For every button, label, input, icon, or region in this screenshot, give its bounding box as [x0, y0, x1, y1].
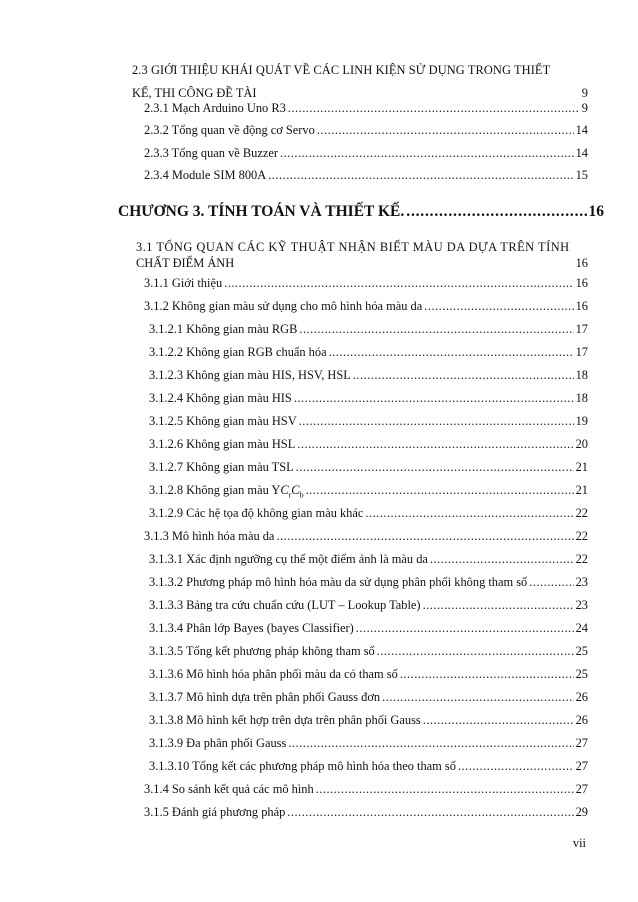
toc-page-number: 16 [575, 256, 588, 270]
toc-leader [280, 145, 574, 161]
toc-entry-title: 3.1.3.6 Mô hình hóa phân phối màu da có tham số [149, 667, 398, 681]
toc-page-number: 18 [575, 391, 588, 405]
toc-page-number: 23 [575, 575, 588, 589]
toc-entry-title: 3.1.1 Giới thiệu [144, 276, 223, 290]
toc-leader [299, 321, 573, 337]
toc-chapter-title: CHƯƠNG 3. TÍNH TOÁN VÀ THIẾT KẾ. [118, 203, 405, 220]
toc-leader [458, 758, 574, 774]
toc-entry[interactable] [149, 574, 588, 590]
toc-page-number: 14 [575, 146, 588, 160]
toc-entry[interactable] [149, 758, 588, 774]
toc-leader [316, 781, 574, 797]
toc-page-number: 9 [581, 86, 588, 100]
toc-entry-title: 3.1.2 Không gian màu sử dụng cho mô hình hóa màu da [144, 299, 423, 313]
toc-entry-title: 3.1.2.2 Không gian RGB chuẩn hóa [149, 345, 327, 359]
toc-page-number: 25 [575, 644, 588, 658]
math-subscript: r [288, 490, 292, 500]
toc-entry[interactable] [144, 122, 588, 138]
toc-entry-title: 3.1.3.3 Bảng tra cứu chuẩn cứu (LUT – Lookup Table) [149, 598, 421, 612]
toc-entry-title: 2.3.2 Tổng quan về động cơ Servo [144, 123, 315, 137]
toc-leader [276, 528, 573, 544]
toc-leader [268, 167, 573, 183]
toc-entry-title: 3.1.3.8 Mô hình kết hợp trên dựa trên phân phối Gauss [149, 713, 421, 727]
toc-entry[interactable] [144, 167, 588, 183]
toc-entry[interactable] [149, 689, 588, 705]
toc-entry[interactable] [144, 298, 588, 314]
toc-leader [424, 298, 573, 314]
toc-entry-title: 3.1.5 Đánh giá phương pháp [144, 805, 286, 819]
toc-entry-title: 3.1.2.6 Không gian màu HSL [149, 437, 296, 451]
toc-entry[interactable] [144, 804, 588, 820]
toc-page-number: 27 [575, 736, 588, 750]
toc-page-number: 22 [575, 552, 588, 566]
toc-entry-title: 3.1.3 Mô hình hóa màu da [144, 529, 275, 543]
toc-entry[interactable] [149, 413, 588, 429]
toc-entry[interactable] [149, 666, 588, 682]
toc-page-number: 16 [575, 299, 588, 313]
toc-entry-title: 3.1.2.4 Không gian màu HIS [149, 391, 292, 405]
toc-entry-title [149, 482, 304, 498]
toc-entry-title-prefix: 3.1.2.8 Không gian màu Y [149, 483, 281, 497]
toc-entry[interactable] [149, 367, 588, 383]
toc-page-number: 26 [575, 713, 588, 727]
toc-leader [423, 712, 574, 728]
toc-leader [430, 551, 574, 567]
toc-entry-title: 2.3.3 Tổng quan về Buzzer [144, 146, 278, 160]
toc-entry[interactable] [149, 436, 588, 452]
toc-entry-title: 3.1.3.7 Mô hình dựa trên phân phối Gauss đơn [149, 690, 381, 704]
toc-leader [296, 459, 574, 475]
toc-leader [400, 666, 574, 682]
toc-entry[interactable] [144, 100, 588, 116]
toc-leader [297, 436, 573, 452]
toc-leader [382, 689, 573, 705]
toc-leader [329, 344, 574, 360]
toc-page-number: 26 [575, 690, 588, 704]
toc-page-number: 20 [575, 437, 588, 451]
toc-page-number: 25 [575, 667, 588, 681]
toc-entry[interactable] [149, 735, 588, 751]
toc-leader [299, 413, 574, 429]
toc-page-number: 17 [575, 322, 588, 336]
toc-entry[interactable] [149, 482, 588, 498]
toc-entry[interactable] [149, 390, 588, 406]
toc-leader [224, 275, 573, 291]
toc-entry-title: 3.1.2.1 Không gian màu RGB [149, 322, 298, 336]
toc-leader [406, 202, 586, 222]
page-number-footer: vii [572, 836, 586, 850]
toc-entry-title: 3.1.3.2 Phương pháp mô hình hóa màu da sử dụng phân phối không tham số [149, 575, 528, 589]
toc-leader [377, 643, 574, 659]
toc-section-2-3-line2: KẾ, THI CÔNG ĐỀ TÀI [132, 86, 257, 100]
toc-page-number: 22 [575, 506, 588, 520]
toc-entry-title: 3.1.2.9 Các hệ tọa độ không gian màu khác [149, 506, 364, 520]
toc-entry[interactable] [149, 505, 588, 521]
toc-page-number: 27 [575, 782, 588, 796]
toc-entry[interactable] [144, 275, 588, 291]
toc-page-number: 17 [575, 345, 588, 359]
toc-leader [529, 574, 573, 590]
toc-leader [287, 804, 573, 820]
toc-leader [288, 735, 573, 751]
toc-page-number: 14 [575, 123, 588, 137]
toc-entry-title: 3.1.3.9 Đa phân phối Gauss [149, 736, 287, 750]
toc-entry[interactable] [149, 344, 588, 360]
toc-leader [306, 482, 574, 498]
toc-entry-title: 3.1.2.3 Không gian màu HIS, HSV, HSL [149, 368, 351, 382]
toc-entry[interactable] [144, 145, 588, 161]
toc-page-number: 19 [575, 414, 588, 428]
math-subscript: b [299, 490, 304, 500]
toc-entry[interactable] [149, 620, 588, 636]
toc-section-2-3-line1: 2.3 GIỚI THIỆU KHÁI QUÁT VỀ CÁC LINH KIỆN SỬ DỤNG TRONG THIẾT [132, 63, 551, 77]
toc-page-number: 29 [575, 805, 588, 819]
toc-leader [294, 390, 574, 406]
toc-leader [317, 122, 574, 138]
toc-entry[interactable] [149, 712, 588, 728]
toc-section-3-1-line2: CHẤT ĐIỂM ẢNH [136, 256, 235, 270]
toc-leader [365, 505, 573, 521]
toc-entry-title: 3.1.3.5 Tổng kết phương pháp không tham số [149, 644, 375, 658]
toc-entry-title: 3.1.3.10 Tổng kết các phương pháp mô hình hóa theo tham số [149, 759, 456, 773]
toc-entry-title: 3.1.2.5 Không gian màu HSV [149, 414, 297, 428]
toc-entry-title: 2.3.4 Module SIM 800A [144, 168, 267, 182]
toc-page-number: 15 [575, 168, 588, 182]
toc-entry[interactable] [149, 597, 588, 613]
toc-page-number: 21 [575, 483, 588, 497]
toc-page-number: 9 [581, 101, 588, 115]
toc-entry[interactable] [144, 528, 588, 544]
toc-entry-title: 3.1.4 So sánh kết quả các mô hình [144, 782, 314, 796]
toc-leader [423, 597, 574, 613]
toc-entry[interactable] [149, 643, 588, 659]
toc-page-number: 22 [575, 529, 588, 543]
toc-page-number: 16 [588, 203, 604, 220]
toc-page-number: 24 [575, 621, 588, 635]
toc-entry[interactable] [144, 781, 588, 797]
toc-leader [356, 620, 574, 636]
math-c: C [280, 483, 289, 497]
toc-section-3-1[interactable] [136, 239, 588, 271]
toc-entry[interactable] [149, 321, 588, 337]
math-c: C [291, 483, 300, 497]
toc-page-number: 18 [575, 368, 588, 382]
toc-chapter-3[interactable] [118, 202, 604, 222]
toc-entry[interactable] [149, 551, 588, 567]
toc-entry-title: 3.1.3.1 Xác định ngưỡng cụ thể một điểm ảnh là màu da [149, 552, 428, 566]
toc-section-3-1-line1: 3.1 TỔNG QUAN CÁC KỸ THUẬT NHẬN BIẾT MÀU DA DỰA TRÊN TÍNH [136, 240, 570, 254]
toc-leader [353, 367, 574, 383]
toc-entry-title: 3.1.3.4 Phân lớp Bayes (bayes Classifier) [149, 621, 354, 635]
toc-page-number: 21 [575, 460, 588, 474]
toc-entry-title: 2.3.1 Mạch Arduino Uno R3 [144, 101, 286, 115]
toc-page-number: 23 [575, 598, 588, 612]
toc-section-2-3[interactable] [132, 62, 588, 101]
toc-page-number: 27 [575, 759, 588, 773]
toc-entry[interactable] [149, 459, 588, 475]
toc-page-number: 16 [575, 276, 588, 290]
toc-leader [288, 100, 580, 116]
toc-entry-title: 3.1.2.7 Không gian màu TSL [149, 460, 294, 474]
